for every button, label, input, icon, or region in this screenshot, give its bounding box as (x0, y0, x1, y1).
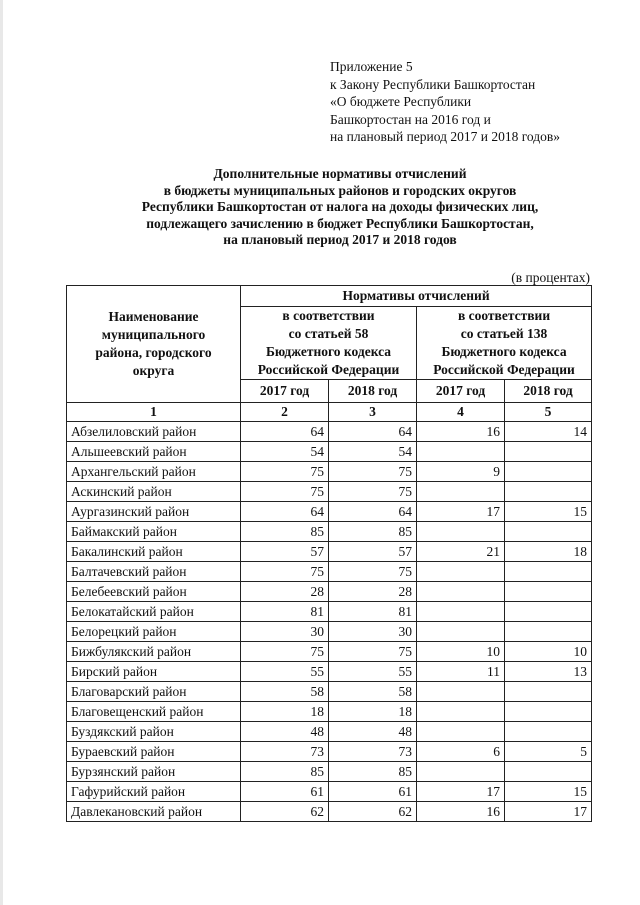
value-cell (417, 622, 505, 642)
value-cell: 58 (241, 682, 329, 702)
header-138-line: Российской Федерации (433, 362, 575, 377)
district-name: Бижбулякский район (67, 642, 241, 662)
value-cell: 75 (241, 462, 329, 482)
column-number: 1 (67, 403, 241, 422)
table-row (67, 722, 592, 742)
header-name-line: округа (132, 363, 175, 378)
district-name: Бурзянский район (67, 762, 241, 782)
value-cell (505, 602, 592, 622)
table-row (67, 522, 592, 542)
value-cell (505, 622, 592, 642)
appendix-line: Приложение 5 (330, 59, 413, 74)
value-cell: 28 (241, 582, 329, 602)
header-name-line: муниципального (101, 327, 206, 342)
value-cell: 73 (241, 742, 329, 762)
title-line: на плановый период 2017 и 2018 годов (223, 232, 457, 247)
value-cell: 10 (417, 642, 505, 662)
value-cell: 61 (329, 782, 417, 802)
value-cell: 61 (241, 782, 329, 802)
header-year: 2018 год (505, 380, 592, 403)
value-cell: 15 (505, 502, 592, 522)
value-cell: 17 (417, 782, 505, 802)
value-cell: 64 (241, 422, 329, 442)
column-number: 3 (329, 403, 417, 422)
value-cell: 17 (505, 802, 592, 822)
district-name: Белокатайский район (67, 602, 241, 622)
value-cell (417, 442, 505, 462)
norms-table (66, 285, 592, 822)
value-cell: 28 (329, 582, 417, 602)
value-cell: 75 (329, 642, 417, 662)
value-cell: 11 (417, 662, 505, 682)
value-cell: 75 (241, 562, 329, 582)
value-cell: 18 (241, 702, 329, 722)
value-cell (505, 762, 592, 782)
value-cell: 85 (329, 522, 417, 542)
value-cell: 13 (505, 662, 592, 682)
value-cell: 10 (505, 642, 592, 662)
header-year: 2017 год (417, 380, 505, 403)
value-cell: 62 (329, 802, 417, 822)
value-cell: 75 (241, 642, 329, 662)
value-cell: 9 (417, 462, 505, 482)
value-cell: 17 (417, 502, 505, 522)
value-cell: 5 (505, 742, 592, 762)
title-line: Республики Башкортостан от налога на доходы физических лиц, (141, 199, 539, 214)
value-cell (417, 722, 505, 742)
district-name: Белебеевский район (67, 582, 241, 602)
table-row (67, 742, 592, 762)
table-row (67, 802, 592, 822)
header-138-line: со статьей 138 (460, 326, 548, 341)
value-cell: 54 (329, 442, 417, 462)
value-cell: 54 (241, 442, 329, 462)
appendix-header (330, 58, 560, 146)
value-cell (417, 762, 505, 782)
header-article-138 (417, 307, 592, 380)
district-name: Бураевский район (67, 742, 241, 762)
value-cell: 73 (329, 742, 417, 762)
value-cell: 18 (505, 542, 592, 562)
table-row (67, 782, 592, 802)
page-edge-shadow (0, 0, 3, 905)
value-cell (505, 442, 592, 462)
title-line: в бюджеты муниципальных районов и городских округов (163, 182, 517, 198)
district-name: Белорецкий район (67, 622, 241, 642)
table-row (67, 482, 592, 502)
value-cell (417, 482, 505, 502)
value-cell (417, 702, 505, 722)
header-58-line: Бюджетного кодекса (265, 344, 392, 359)
value-cell: 75 (329, 482, 417, 502)
value-cell (417, 602, 505, 622)
district-name: Благовещенский район (67, 702, 241, 722)
header-138-line: Бюджетного кодекса (441, 344, 567, 359)
column-number: 2 (241, 403, 329, 422)
district-name: Баймакский район (67, 522, 241, 542)
table-row (67, 442, 592, 462)
table-row (67, 702, 592, 722)
header-name-line: Наименование (108, 309, 199, 324)
table-row (67, 502, 592, 522)
table-row (67, 462, 592, 482)
value-cell: 21 (417, 542, 505, 562)
value-cell: 14 (505, 422, 592, 442)
value-cell: 75 (329, 462, 417, 482)
district-name: Архангельский район (67, 462, 241, 482)
value-cell: 58 (329, 682, 417, 702)
value-cell: 6 (417, 742, 505, 762)
table-row (67, 642, 592, 662)
table-row (67, 542, 592, 562)
header-name-column (67, 286, 241, 403)
value-cell: 57 (329, 542, 417, 562)
district-name: Аскинский район (67, 482, 241, 502)
header-article-58 (241, 307, 417, 380)
table-row (67, 762, 592, 782)
appendix-line: к Закону Республики Башкортостан (330, 76, 536, 92)
value-cell: 64 (241, 502, 329, 522)
value-cell (417, 682, 505, 702)
table-row (67, 422, 592, 442)
value-cell (505, 702, 592, 722)
value-cell (505, 722, 592, 742)
units-note: (в процентах) (511, 270, 590, 285)
table-row (67, 682, 592, 702)
value-cell (505, 562, 592, 582)
district-name: Балтачевский район (67, 562, 241, 582)
value-cell: 55 (329, 662, 417, 682)
table-row (67, 602, 592, 622)
value-cell: 75 (329, 562, 417, 582)
header-138-line: в соответствии (457, 308, 551, 323)
appendix-line: Башкортостан на 2016 год и (330, 111, 491, 127)
district-name: Аургазинский район (67, 502, 241, 522)
value-cell: 85 (241, 762, 329, 782)
value-cell (505, 522, 592, 542)
value-cell: 18 (329, 702, 417, 722)
header-58-line: Российской Федерации (257, 362, 400, 377)
appendix-line: «О бюджете Республики (330, 94, 472, 109)
header-58-line: в соответствии (282, 308, 375, 323)
value-cell: 57 (241, 542, 329, 562)
district-name: Буздякский район (67, 722, 241, 742)
district-name: Бакалинский район (67, 542, 241, 562)
district-name: Абзелиловский район (67, 422, 241, 442)
value-cell: 75 (241, 482, 329, 502)
header-norms-group: Нормативы отчислений (241, 286, 592, 307)
table-row (67, 662, 592, 682)
header-year: 2017 год (241, 380, 329, 403)
value-cell: 62 (241, 802, 329, 822)
value-cell: 81 (329, 602, 417, 622)
value-cell: 15 (505, 782, 592, 802)
value-cell: 55 (241, 662, 329, 682)
value-cell: 48 (329, 722, 417, 742)
district-name: Альшеевский район (67, 442, 241, 462)
value-cell: 30 (241, 622, 329, 642)
title-line: подлежащего зачислению в бюджет Республики Башкортостан, (146, 215, 534, 231)
value-cell (505, 462, 592, 482)
value-cell: 81 (241, 602, 329, 622)
value-cell: 48 (241, 722, 329, 742)
value-cell (505, 582, 592, 602)
value-cell (417, 582, 505, 602)
table-row (67, 582, 592, 602)
value-cell (505, 482, 592, 502)
title-line: Дополнительные нормативы отчислений (213, 166, 467, 181)
district-name: Бирский район (67, 662, 241, 682)
document-title (60, 166, 620, 249)
value-cell: 64 (329, 502, 417, 522)
value-cell (417, 562, 505, 582)
header-58-line: со статьей 58 (288, 326, 369, 341)
table-row (67, 562, 592, 582)
header-year: 2018 год (329, 380, 417, 403)
district-name: Гафурийский район (67, 782, 241, 802)
table-row (67, 622, 592, 642)
value-cell: 16 (417, 422, 505, 442)
district-name: Давлекановский район (67, 802, 241, 822)
value-cell: 64 (329, 422, 417, 442)
value-cell (417, 522, 505, 542)
value-cell: 85 (329, 762, 417, 782)
district-name: Благоварский район (67, 682, 241, 702)
column-number: 4 (417, 403, 505, 422)
appendix-line: на плановый период 2017 и 2018 годов» (330, 129, 561, 144)
value-cell: 85 (241, 522, 329, 542)
value-cell: 30 (329, 622, 417, 642)
column-number: 5 (505, 403, 592, 422)
value-cell (505, 682, 592, 702)
header-name-line: района, городского (95, 345, 212, 360)
value-cell: 16 (417, 802, 505, 822)
